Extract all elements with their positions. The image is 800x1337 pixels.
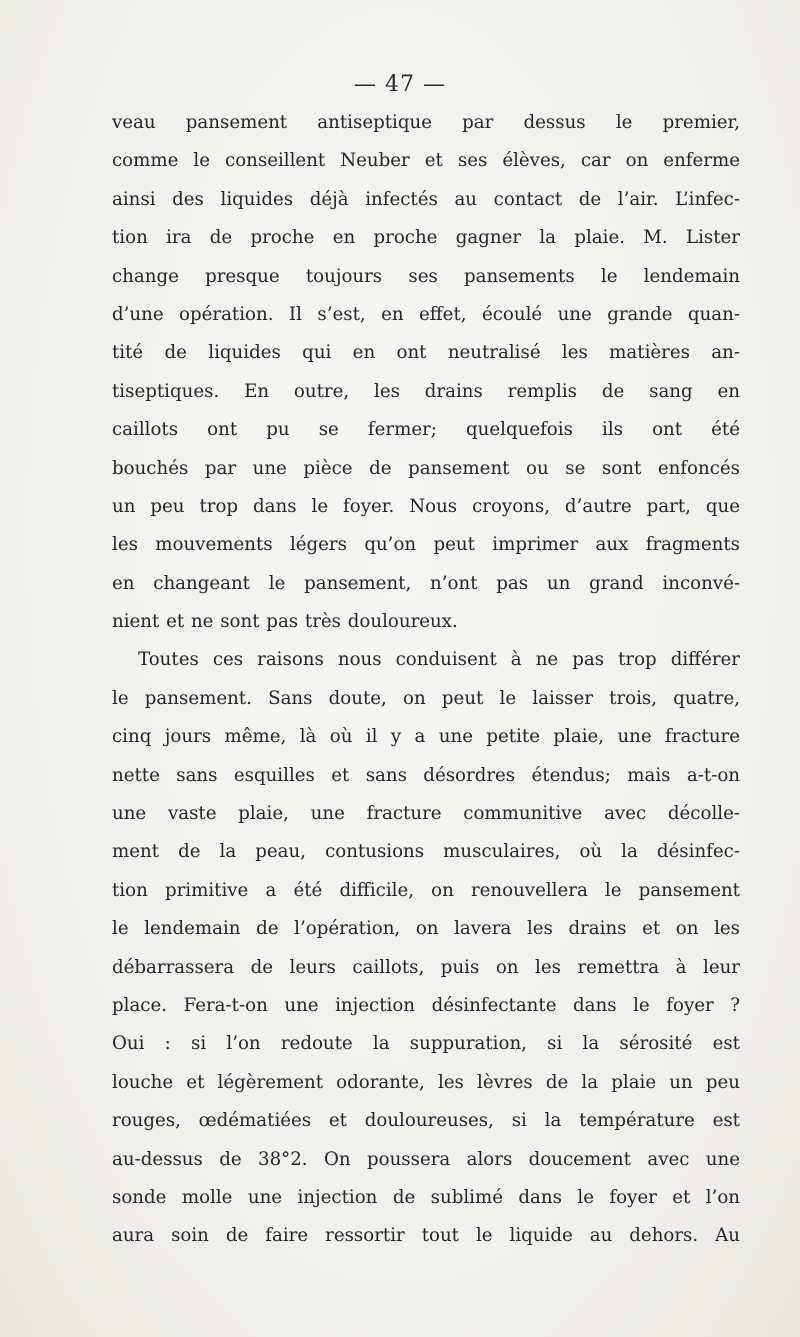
text-line: comme le conseillent Neuber et ses élèves, car on enferme [112,150,740,172]
text-line: sonde molle une injection de sublimé dans le foyer et l’on [112,1186,740,1208]
text-line: louche et légèrement odorante, les lèvres de la plaie un peu [112,1071,740,1093]
body-text [112,104,740,1256]
text-line: bouchés par une pièce de pansement ou se sont enfoncés [112,457,740,479]
text-line: ment de la peau, contusions musculaires, où la désinfec- [112,841,740,863]
text-line: aura soin de faire ressortir tout le liquide au dehors. Au [112,1225,740,1247]
text-line-paragraph-start: Toutes ces raisons nous conduisent à ne pas trop différer [138,649,740,671]
text-line: tion ira de proche en proche gagner la plaie. M. Lister [112,227,740,249]
text-line: une vaste plaie, une fracture communitive avec décolle- [112,803,740,825]
text-line: d’une opération. Il s’est, en effet, écoulé une grande quan- [112,303,740,325]
text-line: place. Fera-t-on une injection désinfectante dans le foyer ? [112,994,740,1016]
text-line: caillots ont pu se fermer; quelquefois ils ont été [112,419,740,441]
text-line: tité de liquides qui en ont neutralisé les matières an- [112,342,740,364]
text-line: rouges, œdématiées et douloureuses, si la température est [112,1110,740,1132]
text-line-paragraph-end: nient et ne sont pas très douloureux. [112,611,458,633]
text-line: le lendemain de l’opération, on lavera les drains et on les [112,918,740,940]
text-line: tiseptiques. En outre, les drains remplis de sang en [112,380,740,402]
text-line: les mouvements légers qu’on peut imprimer aux fragments [112,534,740,556]
text-line: au-dessus de 38°2. On poussera alors doucement avec une [112,1148,740,1170]
text-line: veau pansement antiseptique par dessus le premier, [112,112,740,133]
text-line: en changeant le pansement, n’ont pas un grand inconvé- [112,572,740,594]
text-line: tion primitive a été difficile, on renouvellera le pansement [112,879,740,901]
text-line: change presque toujours ses pansements le lendemain [112,265,740,287]
text-line: ainsi des liquides déjà infectés au contact de l’air. L’infec- [112,188,740,210]
text-line: cinq jours même, là où il y a une petite plaie, une fracture [112,726,740,748]
text-line: Oui : si l’on redoute la suppuration, si la sérosité est [112,1033,740,1055]
text-line: débarrassera de leurs caillots, puis on les remettra à leur [112,956,740,978]
text-line: le pansement. Sans doute, on peut le laisser trois, quatre, [112,687,740,709]
page-number: — 47 — [354,72,446,97]
text-line: nette sans esquilles et sans désordres étendus; mais a-t-on [112,764,740,786]
text-line: un peu trop dans le foyer. Nous croyons, d’autre part, que [112,495,740,517]
